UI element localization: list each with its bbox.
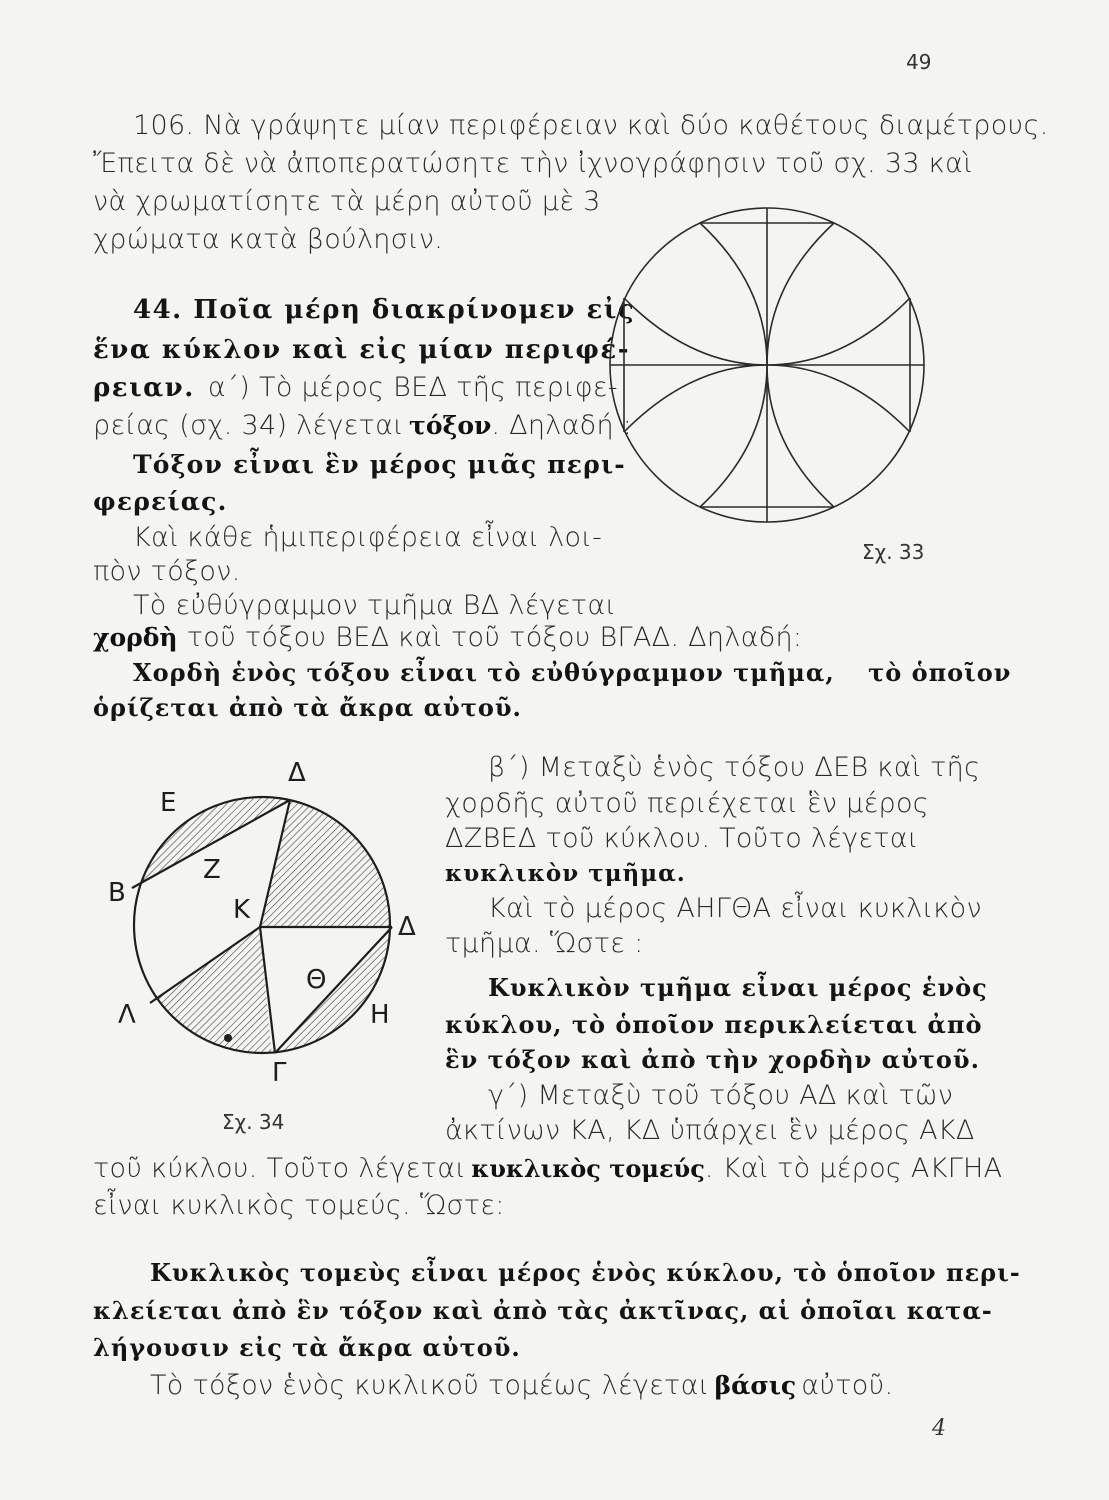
fig34-label-lambda: Λ [118, 1000, 136, 1030]
fig34-segment-right-hatch [275, 927, 430, 1090]
section-44-heading-2: ἕνα κύκλον καὶ εἰς μίαν περιφέ- [93, 335, 631, 365]
chord-definition-1b: τὸ ὁποῖον [868, 658, 1012, 687]
part-c-line-3 [93, 1153, 1002, 1184]
term-circular-segment: κυκλικὸν τμῆμα. [445, 860, 686, 887]
last-line-text: Τὸ τόξον ἑνὸς κυκλικοῦ τομέως λέγεται [150, 1370, 710, 1401]
figure-33-caption: Σχ. 33 [862, 540, 925, 564]
fig34-label-eta: Η [370, 1000, 390, 1030]
figure-34 [120, 790, 430, 1090]
part-b-line-5: Καὶ τὸ μέρος ΑΗΓΘΑ εἶναι κυκλικὸν [488, 893, 982, 924]
last-line-end: αὐτοῦ. [801, 1370, 894, 1401]
figure-34-caption: Σχ. 34 [222, 1110, 285, 1134]
section-44-line-3 [93, 372, 618, 403]
term-arc: τόξον [409, 411, 492, 440]
sector-definition-3: λήγουσιν εἰς τὰ ἄκρα αὐτοῦ. [93, 1333, 521, 1362]
term-base: βάσις [714, 1371, 797, 1400]
section-44-heading-1: 44. Ποῖα μέρη διακρίνομεν εἰς [133, 295, 636, 325]
fig34-dot [224, 1034, 232, 1042]
part-b-line-3: ΔΖΒΕΔ τοῦ κύκλου. Τοῦτο λέγεται [445, 823, 919, 854]
part-c-line-1: γ΄) Μεταξὺ τοῦ τόξου ΑΔ καὶ τῶν [488, 1080, 954, 1111]
chord-definition-1a: Χορδὴ ἑνὸς τόξου εἶναι τὸ εὐθύγραμμον τμῆμα, [133, 658, 835, 687]
fig34-label-delta-right: Δ [398, 912, 416, 942]
fig34-chord-ag [275, 927, 392, 1053]
fig34-label-beta: Β [108, 878, 126, 908]
section-44-line-10 [93, 622, 802, 653]
arc-definition-1: Τόξον εἶναι ἓν μέρος μιᾶς περι- [133, 450, 626, 479]
part-b-line-6: τμῆμα. Ὥστε : [445, 928, 644, 959]
line-4-end: . Δηλαδή : [491, 410, 633, 441]
page-number-bottom: 4 [932, 1416, 946, 1441]
segment-definition-3: ἓν τόξον καὶ ἀπὸ τὴν χορδὴν αὐτοῦ. [445, 1045, 980, 1074]
fig34-label-kappa: Κ [233, 895, 251, 925]
fig34-label-delta-top: Δ [288, 758, 306, 788]
line-4-text: ρείας (σχ. 34) λέγεται [93, 410, 404, 441]
term-circular-sector: κυκλικὸς τομεύς [471, 1154, 705, 1183]
exercise-line-4: χρώματα κατὰ βούλησιν. [93, 224, 444, 255]
segment-definition-1: Κυκλικὸν τμῆμα εἶναι μέρος ἑνὸς [488, 973, 988, 1002]
part-b-line-2: χορδῆς αὐτοῦ περιέχεται ἓν μέρος [445, 788, 929, 819]
exercise-line-1: 106. Νὰ γράψητε μίαν περιφέρειαν καὶ δύο καθέτους διαμέτρους. [133, 110, 1049, 141]
exercise-line-3: νὰ χρωματίσητε τὰ μέρη αὐτοῦ μὲ 3 [93, 186, 601, 217]
last-line [150, 1370, 893, 1401]
part-c-line-2: ἀκτίνων ΚΑ, ΚΔ ὑπάρχει ἓν μέρος ΑΚΔ [445, 1115, 975, 1146]
term-chord: χορδὴ [93, 623, 178, 652]
section-44-heading-3: ρειαν. [93, 373, 195, 403]
fig34-label-theta: Θ [306, 965, 327, 995]
fig34-sector-top-hatch [260, 790, 410, 927]
fig34-label-zeta: Ζ [203, 855, 221, 885]
section-44-line-7: Καὶ κάθε ἡμιπεριφέρεια εἶναι λοι- [133, 522, 603, 553]
sector-definition-2: κλείεται ἀπὸ ἓν τόξον καὶ ἀπὸ τὰς ἀκτῖνας, αἱ ὁποῖαι κατα- [93, 1296, 993, 1325]
line-10-text: τοῦ τόξου ΒΕΔ καὶ τοῦ τόξου ΒΓΑΔ. Δηλαδή: [186, 622, 803, 653]
exercise-line-2: Ἔπειτα δὲ νὰ ἀποπερατώσητε τὴν ἰχνογράφησιν τοῦ σχ. 33 καὶ [93, 148, 973, 179]
part-c-line-4: εἶναι κυκλικὸς τομεύς. Ὥστε: [93, 1190, 505, 1221]
section-44-line-9: Τὸ εὐθύγραμμον τμῆμα ΒΔ λέγεται [133, 590, 617, 621]
sector-definition-1: Κυκλικὸς τομεὺς εἶναι μέρος ἑνὸς κύκλου, τὸ ὁποῖον περι- [150, 1258, 1021, 1287]
fig34-label-epsilon: Ε [160, 788, 177, 818]
part-a-intro: α΄) Τὸ μέρος ΒΕΔ τῆς περιφε- [207, 372, 618, 403]
segment-definition-2: κύκλου, τὸ ὁποῖον περικλείεται ἀπὸ [445, 1010, 983, 1039]
fig34-label-gamma: Γ [272, 1058, 287, 1088]
chord-definition-2: ὁρίζεται ἀπὸ τὰ ἄκρα αὐτοῦ. [93, 693, 522, 722]
fig34-sector-bottom-hatch [150, 927, 275, 1090]
part-c-line-3-end: . Καὶ τὸ μέρος ΑΚΓΗΑ [704, 1153, 1003, 1184]
part-c-line-3-text: τοῦ κύκλου. Τοῦτο λέγεται [93, 1153, 467, 1184]
page-number-top: 49 [906, 50, 932, 74]
section-44-line-4 [93, 410, 632, 441]
section-44-line-8: πὸν τόξον. [93, 556, 241, 587]
arc-definition-2: φερείας. [93, 487, 228, 516]
figure-33 [610, 205, 955, 550]
chord-definition-1 [133, 658, 1011, 687]
part-b-line-1: β΄) Μεταξὺ ἑνὸς τόξου ΔΕΒ καὶ τῆς [488, 752, 981, 783]
